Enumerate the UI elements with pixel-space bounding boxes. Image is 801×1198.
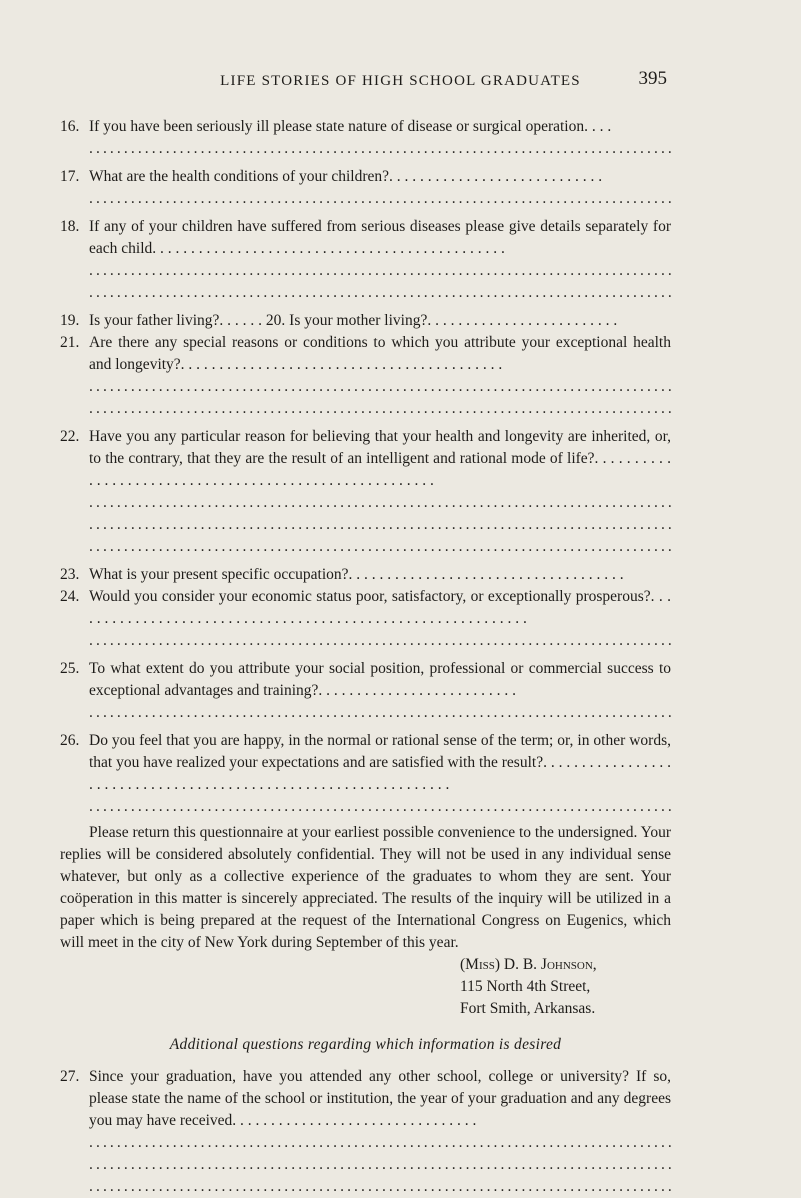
question-number: 19. [60,312,80,329]
answer-line[interactable] [89,514,671,536]
answer-line[interactable] [89,1154,671,1176]
question-number: 26. [60,732,80,749]
question-22 [60,426,671,492]
additional-questions-heading: Additional questions regarding which information is desired [169,1036,562,1053]
question-text: Is your father living?. . . . . . 20. Is your mother living?. . . . . . . . . . . . . . . . . . . . . . . . . [89,312,618,329]
question-23 [60,564,671,586]
question-27 [60,1066,671,1132]
answer-line[interactable] [89,796,671,818]
question-number: 24. [60,588,80,605]
question-number: 17. [60,168,80,185]
answer-line[interactable] [89,260,671,282]
page-number: 395 [638,68,667,89]
question-text: What are the health conditions of your children?. . . . . . . . . . . . . . . . . . . . . . . . . . . . [89,168,603,185]
answer-line[interactable] [89,702,671,724]
question-21 [60,332,671,376]
answer-line[interactable] [89,1132,671,1154]
answer-line[interactable] [89,188,671,210]
question-26 [60,730,671,796]
question-number: 25. [60,660,80,677]
question-text: Are there any special reasons or conditions to which you attribute your exceptional health and longevity?. . . . . . . . . . . . . . . . . . . . . . . . . . . . . . . . . . . . . . . . . . [89,334,671,373]
question-number: 21. [60,334,80,351]
question-16 [60,116,671,138]
question-17 [60,166,671,188]
question-text: To what extent do you attribute your social position, professional or commercial success to exceptional advantages and training?. . . . . . . . . . . . . . . . . . . . . . . . . . [89,660,671,699]
question-text: If any of your children have suffered from serious diseases please give details separately for each child. . . . . . . . . . . . . . . . . . . . . . . . . . . . . . . . . . . . . . . . . . . . . . [89,218,671,257]
signature-block [460,954,671,1020]
answer-line[interactable] [89,536,671,558]
question-number: 16. [60,118,80,135]
question-text: If you have been seriously ill please state nature of disease or surgical operation. . . . [89,118,612,135]
answer-line[interactable] [89,492,671,514]
answer-line[interactable] [89,282,671,304]
signature-street: 115 North 4th Street, [460,978,591,995]
answer-line[interactable] [89,398,671,420]
question-text: What is your present specific occupation?. . . . . . . . . . . . . . . . . . . . . . . . . . . . . . . . . . . . [89,566,624,583]
question-25 [60,658,671,702]
question-18 [60,216,671,260]
questionnaire-body [60,116,671,1198]
answer-line[interactable] [89,376,671,398]
signature-city: Fort Smith, Arkansas. [460,1000,596,1017]
question-19-20 [60,310,671,332]
answer-line[interactable] [89,138,671,160]
question-text: Do you feel that you are happy, in the normal or rational sense of the term; or, in other words, that you have realized your expectations and are satisfied with the result?. . . . . . . . . . . . . . . . . . . . . . . . . . . . . . . . . . . . . . . . . . . . . . . . . . . . . . . . . . . . . . . . [89,732,671,793]
signature-name: (Miss) D. B. Johnson, [460,956,597,973]
answer-line[interactable] [89,1176,671,1198]
running-head: LIFE STORIES OF HIGH SCHOOL GRADUATES [220,73,581,89]
question-number: 23. [60,566,80,583]
question-text: Would you consider your economic status poor, satisfactory, or exceptionally prosperous?. . . . . . . . . . . . . . . . . . . . . . . . . . . . . . . . . . . . . . . . . . . . . . . . . . . . . . . . . . . . [89,588,671,627]
question-number: 22. [60,428,80,445]
closing-paragraph: Please return this questionnaire at your earliest possible convenience to the undersigned. Your replies will be considered absolutely confidential. They will not be used in any individual sense whatever, but only as a collective experience of the graduates to whom they are sent. Your coöperation in this matter is sincerely appreciated. The results of the inquiry will be utilized in a paper which is being prepared at the request of the International Congress on Eugenics, which will meet in the city of New York during September of this year. [60,824,671,951]
question-number: 27. [60,1068,80,1085]
question-number: 18. [60,218,80,235]
answer-line[interactable] [89,630,671,652]
question-24 [60,586,671,630]
question-text: Have you any particular reason for believing that your health and longevity are inherited, or, to the contrary, that they are the result of an intelligent and rational mode of life?. . . . . . . . . . . . . . . . . . . . . . . . . . . . . . . . . . . . . . . . . . . . . . . . . . . . . . . [89,428,671,489]
question-text: Since your graduation, have you attended any other school, college or university? If so, please state the name of the school or institution, the year of your graduation and any degrees you may have received. . . . . . . . . . . . . . . . . . . . . . . . . . . . . . . . [89,1068,671,1129]
page-header [0,68,801,92]
